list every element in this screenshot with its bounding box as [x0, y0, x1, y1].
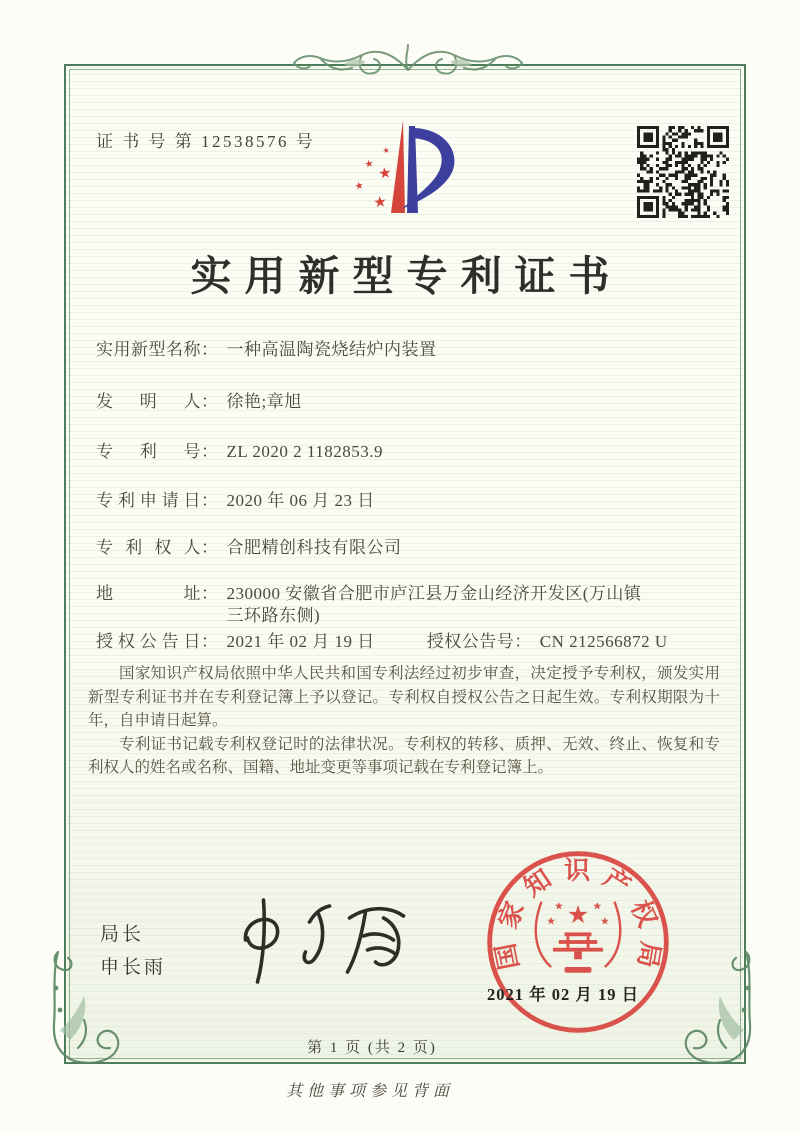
svg-text:★: ★: [381, 145, 391, 156]
back-note: 其他事项参见背面: [285, 1083, 454, 1100]
field-value: 230000 安徽省合肥市庐江县万金山经济开发区(万山镇三环路东侧): [226, 584, 642, 625]
top-center-flourish-icon: [288, 40, 528, 92]
field-colon: ：: [201, 584, 219, 603]
field-label: 实用新型名称: [96, 340, 201, 359]
field-value: ZL 2020 2 1182853.9: [226, 442, 384, 461]
svg-text:★: ★: [592, 900, 602, 913]
field-label: 地址: [96, 584, 201, 603]
field-colon: ：: [201, 340, 219, 359]
field-row-inventor: [96, 391, 708, 413]
field-value: 一种高温陶瓷烧结炉内装置: [226, 340, 437, 359]
svg-text:★: ★: [566, 899, 590, 929]
field-colon: ：: [514, 632, 532, 651]
field-label: 专利号: [96, 442, 201, 461]
field-value: 2021 年 02 月 19 日: [226, 632, 375, 651]
field-label: 专利权人: [96, 538, 201, 557]
field-row-patent-number: [96, 441, 708, 463]
handwritten-signature-icon: [215, 888, 420, 988]
field-label: 授权公告日: [96, 632, 201, 651]
field-row-patentee: [96, 537, 708, 559]
field-value: 徐艳;章旭: [226, 392, 302, 411]
body-paragraph-2: 专利证书记载专利权登记时的法律状况。专利权的转移、质押、无效、终止、恢复和专利权人的姓名或名称、国籍、地址变更等事项记载在专利登记簿上。: [88, 735, 720, 776]
field-row-utility-name: [96, 339, 708, 361]
field-row-address: [96, 583, 708, 627]
page-number: 第 1 页 (共 2 页): [307, 1040, 437, 1056]
field-colon: ：: [201, 538, 219, 557]
field-row-filing-date: [96, 490, 708, 512]
field-row-grant: [96, 631, 708, 653]
svg-text:★: ★: [554, 900, 564, 913]
svg-text:★: ★: [376, 163, 393, 183]
svg-text:★: ★: [363, 158, 375, 171]
field-colon: ：: [201, 392, 219, 411]
cnipa-logo-icon: [346, 114, 472, 220]
svg-text:★: ★: [600, 915, 610, 928]
seal-date: 2021 年 02 月 19 日: [487, 985, 640, 1004]
field-colon: ：: [201, 491, 219, 510]
certificate-title: 实用新型专利证书: [190, 253, 623, 299]
svg-text:★: ★: [546, 915, 556, 928]
official-red-seal-icon: [482, 846, 674, 1038]
svg-text:★: ★: [353, 180, 365, 193]
qr-code-icon: [637, 126, 729, 218]
field-label: 发明人: [96, 392, 201, 411]
certificate-number: 证 书 号 第 12538576 号: [96, 132, 316, 151]
field-label: 授权公告号: [426, 632, 515, 651]
field-label: 专利申请日: [96, 491, 201, 510]
seal-text: 国家知识产权局: [490, 855, 666, 972]
body-paragraph-1: 国家知识产权局依照中华人民共和国专利法经过初步审查，决定授予专利权，颁发实用新型专利证书并在专利登记簿上予以登记。专利权自授权公告之日起生效。专利权期限为十年，自申请日起算。: [88, 665, 720, 729]
field-value: 2020 年 06 月 23 日: [226, 491, 375, 510]
director-title: 局长: [100, 924, 145, 945]
field-colon: ：: [201, 632, 219, 651]
director-name: 申长雨: [100, 957, 167, 978]
svg-text:★: ★: [372, 192, 388, 212]
field-colon: ：: [201, 442, 219, 461]
field-value: 合肥精创科技有限公司: [226, 538, 402, 557]
field-value: CN 212566872 U: [539, 632, 668, 651]
legal-body-text: [88, 662, 720, 780]
